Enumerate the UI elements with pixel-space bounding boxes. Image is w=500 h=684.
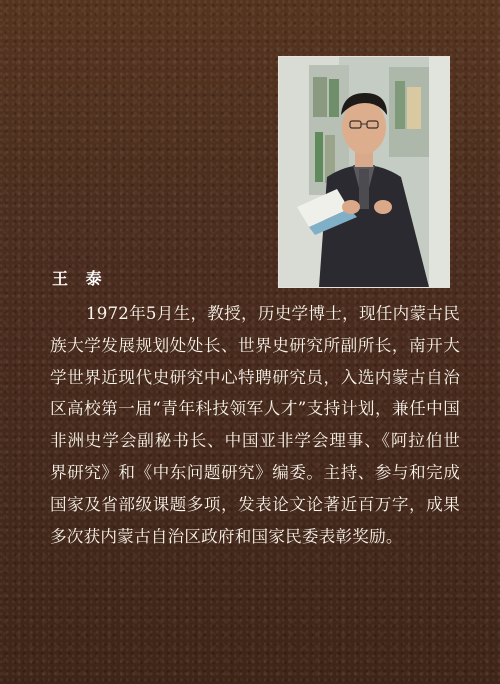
author-biography: 1972年5月生，教授，历史学博士，现任内蒙古民族大学发展规划处处长、世界史研究所副所长，南开大学世界近现代史研究中心特聘研究员，入选内蒙古自治区高校第一届“青年科技领军人才”支持计划，兼任中国非洲史学会副秘书长、中国亚非学会理事、《阿拉伯世界研究》和《中东问题研究》编委。主持、参与和完成国家及省部级课题多项，发表论文论著近百万字，成果多次获内蒙古自治区政府和国家民委表彰奖励。 bbox=[50, 304, 460, 546]
portrait-illustration bbox=[279, 57, 449, 287]
author-portrait-photo bbox=[278, 56, 450, 288]
author-name: 王 泰 bbox=[52, 269, 108, 288]
